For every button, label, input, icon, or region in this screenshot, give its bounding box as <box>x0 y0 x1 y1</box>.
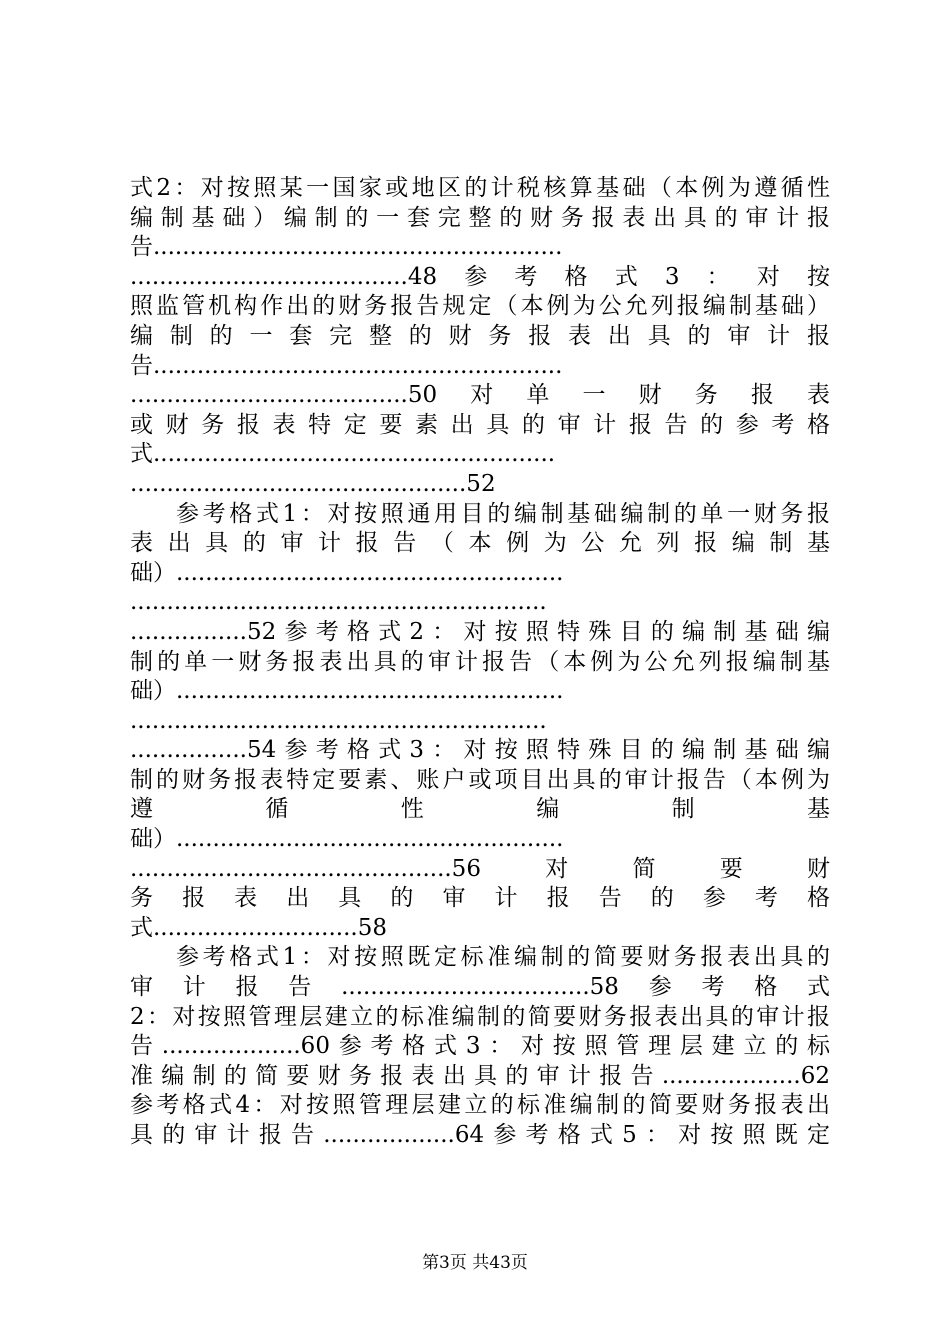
toc-line <box>130 1151 830 1181</box>
toc-line: 表出具的审计报告（本例为公允列报编制基 <box>130 530 830 557</box>
toc-line: ................52参考格式2：对按照特殊目的编制基础编 <box>130 618 830 645</box>
toc-line: 告...................60参考格式3：对按照管理层建立的标 <box>130 1033 830 1060</box>
toc-line: 务 报 表 出 具 的 审 计 报 告 的 参 考 格 <box>130 885 830 912</box>
toc-line: 或财务报表特定要素出具的审计报告的参考格 <box>130 411 830 438</box>
toc-line: 参考格式4：对按照管理层建立的标准编制的简要财务报表出 <box>130 1092 830 1119</box>
toc-line: 式2：对按照某一国家或地区的计税核算基础（本例为遵循性 <box>130 175 830 201</box>
toc-line: 式............................58 <box>130 914 387 941</box>
toc-line: 制的财务报表特定要素、账户或项目出具的审计报告（本例为 <box>130 766 830 793</box>
toc-line: 准编制的简要财务报表出具的审计报告...................62 <box>130 1062 830 1089</box>
toc-line: 参考格式1：对按照通用目的编制基础编制的单一财务报 <box>176 500 830 527</box>
toc-line: 告........................................................ <box>130 234 563 261</box>
toc-line: ..............................................52 <box>130 470 496 497</box>
toc-line: ......................................50对单一财务报表 <box>130 382 830 409</box>
toc-line: ......................................................... <box>130 589 547 616</box>
toc-content <box>130 174 830 1180</box>
toc-line: 具的审计报告..................64参考格式5：对按照既定 <box>130 1122 830 1148</box>
toc-line: 照监管机构作出的财务报告规定（本例为公允列报编制基础） <box>130 293 830 320</box>
toc-line: 础）..................................................... <box>130 559 564 586</box>
toc-line: 参考格式1：对按照既定标准编制的简要财务报表出具的 <box>176 944 830 971</box>
toc-line: ............................................56对简要财 <box>130 855 830 882</box>
toc-line: 遵 循 性 编 制 基 <box>130 796 830 823</box>
page-footer: 第3页 共43页 <box>422 1253 528 1273</box>
toc-line: 审计报告..................................58参考格式 <box>130 974 830 1001</box>
toc-line: 编制的一套完整的财务报表出具的审计报 <box>130 322 830 349</box>
toc-line: ................54参考格式3：对按照特殊目的编制基础编 <box>130 737 830 764</box>
toc-line: 2：对按照管理层建立的标准编制的简要财务报表出具的审计报 <box>130 1003 830 1030</box>
toc-line: ......................................................... <box>130 707 547 734</box>
toc-line: 式....................................................... <box>130 441 556 468</box>
toc-line: 告........................................................ <box>130 352 563 379</box>
toc-line: 编制基础）编制的一套完整的财务报表出具的审计报 <box>130 204 830 231</box>
toc-line: ......................................48参考格式3：对按 <box>130 263 830 290</box>
toc-line: 础）..................................................... <box>130 678 564 705</box>
toc-line: 础）..................................................... <box>130 826 564 853</box>
toc-line: 制的单一财务报表出具的审计报告（本例为公允列报编制基 <box>130 648 830 675</box>
